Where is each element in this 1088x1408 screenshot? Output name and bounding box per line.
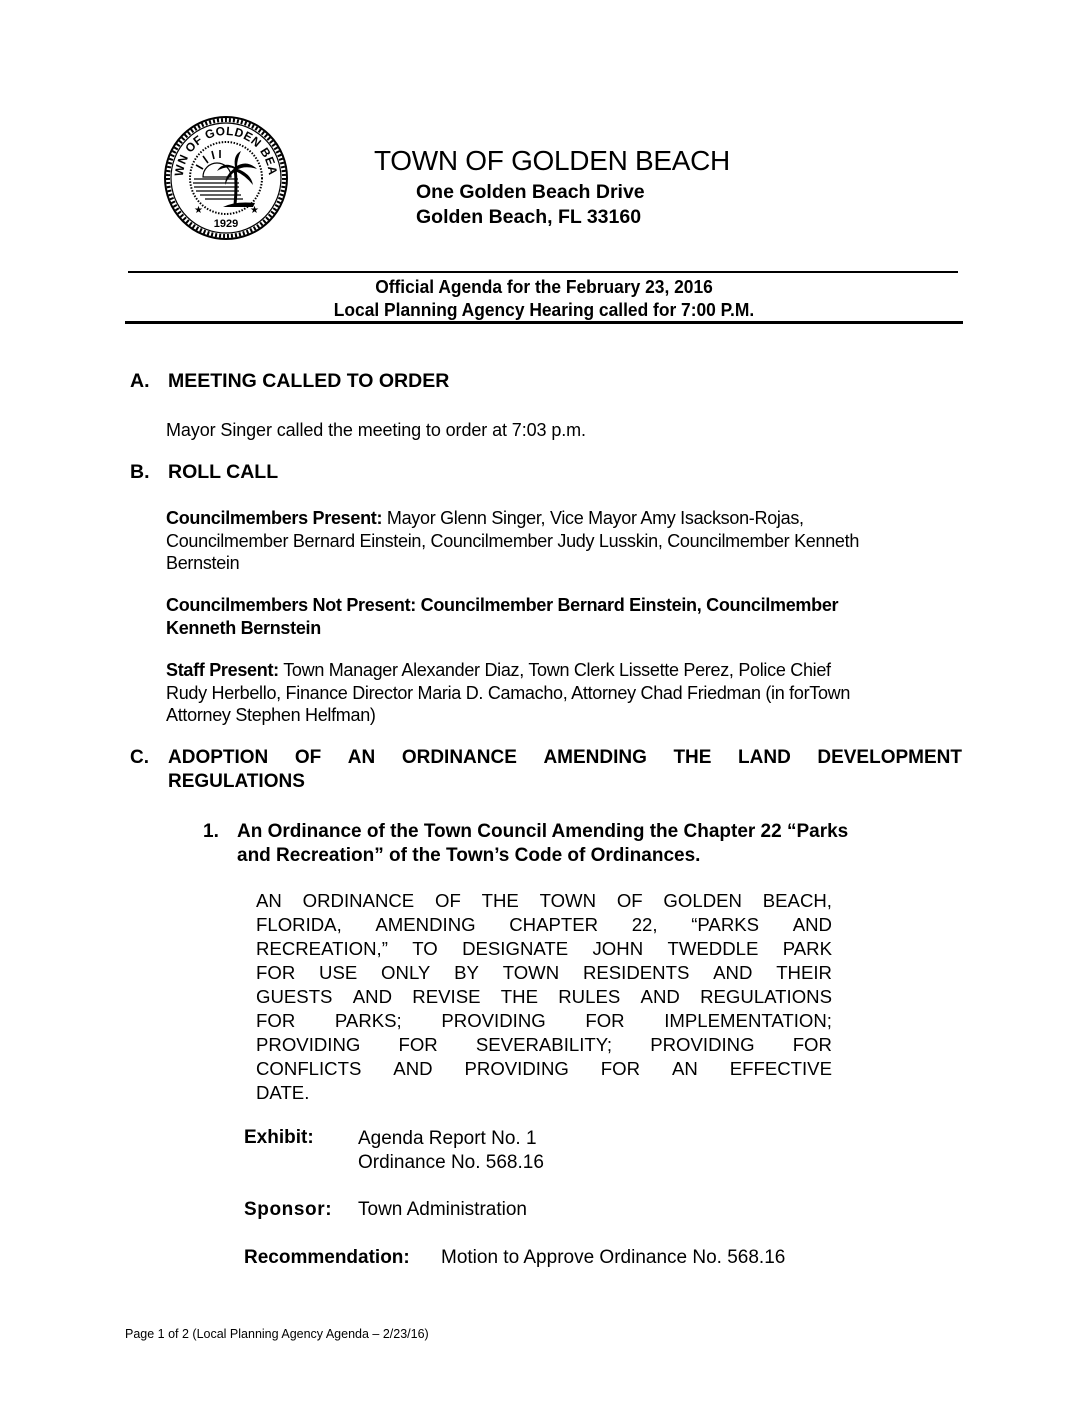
- section-title: ROLL CALL: [168, 461, 279, 483]
- sponsor-label: Sponsor:: [244, 1199, 333, 1220]
- town-seal-logo: [163, 115, 289, 241]
- address-line-2: Golden Beach, FL 33160: [416, 206, 642, 228]
- ordinance-word: PARK: [782, 938, 832, 959]
- ordinance-word: GUESTS: [256, 986, 333, 1007]
- section-title-line-2: REGULATIONS: [168, 771, 305, 792]
- ordinance-word: TOWN: [502, 962, 560, 983]
- ordinance-line: [256, 937, 832, 961]
- staff-names-line-3: Attorney Stephen Helfman): [166, 705, 376, 725]
- ordinance-word: BY: [454, 962, 479, 983]
- ordinance-word: AN: [671, 1058, 698, 1079]
- ordinance-word: FOR: [398, 1034, 438, 1055]
- exhibit-item: Agenda Report No. 1: [358, 1128, 537, 1149]
- section-b-heading: [130, 461, 278, 484]
- staff-present: [166, 659, 966, 727]
- section-a-heading: [130, 370, 449, 393]
- present-label: Councilmembers Present:: [166, 508, 383, 528]
- ordinance-word: OF: [616, 890, 643, 911]
- ordinance-word: AN: [256, 890, 282, 911]
- ordinance-word: BEACH,: [762, 890, 832, 911]
- section-title-word: AN: [347, 747, 376, 768]
- ordinance-word: FOR: [585, 1010, 625, 1031]
- ordinance-word: REGULATIONS: [700, 986, 832, 1007]
- exhibit-label: Exhibit:: [244, 1127, 314, 1148]
- ordinance-word: TO: [412, 938, 438, 959]
- staff-names-line-2: Rudy Herbello, Finance Director Maria D. Camacho, Attorney Chad Friedman (in forTown: [166, 682, 851, 703]
- section-letter: C.: [130, 747, 149, 768]
- section-title: MEETING CALLED TO ORDER: [168, 370, 450, 392]
- recommendation-value: Motion to Approve Ordinance No. 568.16: [441, 1247, 786, 1268]
- town-address: [416, 180, 645, 230]
- item-number: 1.: [203, 821, 219, 842]
- ordinance-word: EFFECTIVE: [729, 1058, 832, 1079]
- ordinance-word: PROVIDING: [464, 1058, 569, 1079]
- ordinance-word: “PARKS: [691, 914, 760, 935]
- ordinance-word: IMPLEMENTATION;: [664, 1010, 832, 1031]
- section-a-body: Mayor Singer called the meeting to order at 7:03 p.m.: [166, 420, 586, 440]
- town-seal-graphic: [163, 115, 289, 241]
- svg-text:TOWN OF GOLDEN BEACH: WN OF GOLDEN BEA: [171, 123, 281, 178]
- section-title-word: DEVELOPMENT: [817, 747, 962, 768]
- item-title-line-1: An Ordinance of the Town Council Amending the Chapter 22 “Parks: [237, 821, 849, 842]
- svg-text:★: ★: [250, 205, 259, 216]
- section-letter: A.: [130, 370, 150, 392]
- exhibit-item: Ordinance No. 568.16: [358, 1152, 544, 1173]
- ordinance-word: CHAPTER: [509, 914, 599, 935]
- ordinance-word: CONFLICTS: [256, 1058, 362, 1079]
- councilmembers-present: [166, 507, 966, 575]
- ordinance-word: DESIGNATE: [462, 938, 569, 959]
- ordinance-word: FOR: [600, 1058, 641, 1079]
- ordinance-word: DATE.: [256, 1082, 310, 1103]
- page-footer: Page 1 of 2 (Local Planning Agency Agenda – 2/23/16): [125, 1327, 429, 1341]
- sponsor-value: Town Administration: [358, 1199, 527, 1220]
- ordinance-word: PROVIDING: [441, 1010, 546, 1031]
- ordinance-line: [256, 889, 832, 913]
- ordinance-word: ORDINANCE: [302, 890, 415, 911]
- agenda-title-line-2: Local Planning Agency Hearing called for 7:00 P.M.: [333, 299, 755, 320]
- ordinance-line: [256, 961, 832, 985]
- councilmembers-not-present: [166, 594, 966, 639]
- svg-text:★: ★: [194, 205, 203, 216]
- not-present-line-2: Kenneth Bernstein: [166, 617, 321, 638]
- ordinance-word: JOHN: [592, 938, 644, 959]
- header-divider-thin: [128, 271, 958, 273]
- section-title-word: OF: [294, 747, 322, 768]
- ordinance-word: PARKS;: [334, 1010, 402, 1031]
- ordinance-word: AND: [352, 986, 393, 1007]
- agenda-item-1-title: [203, 820, 963, 868]
- item-title-line-2: and Recreation” of the Town’s Code of Ordinances.: [237, 845, 701, 866]
- ordinance-line: [256, 1009, 832, 1033]
- not-present-line-1: Councilmembers Not Present: Councilmember Bernard Einstein, Councilmember: [166, 595, 839, 615]
- ordinance-word: RESIDENTS: [582, 962, 690, 983]
- agenda-title-line-1: Official Agenda for the February 23, 2016: [375, 276, 713, 297]
- ordinance-word: FLORIDA,: [256, 914, 342, 935]
- header-divider-thick: [125, 321, 963, 324]
- ordinance-word: AND: [640, 986, 680, 1007]
- present-names-line-2: Councilmember Bernard Einstein, Councilmember Judy Lusskin, Councilmember Kenneth: [166, 530, 860, 551]
- ordinance-word: RULES: [558, 986, 621, 1007]
- recommendation-label: Recommendation:: [244, 1247, 410, 1268]
- town-name-heading: TOWN OF GOLDEN BEACH: [374, 145, 730, 176]
- ordinance-line: [256, 985, 832, 1009]
- section-title-word: ADOPTION: [168, 747, 269, 768]
- ordinance-line: [256, 1033, 832, 1057]
- ordinance-word: USE: [319, 962, 358, 983]
- ordinance-word: FOR: [792, 1034, 832, 1055]
- ordinance-word: AND: [713, 962, 753, 983]
- ordinance-word: SEVERABILITY;: [475, 1034, 613, 1055]
- ordinance-word: AMENDING: [375, 914, 476, 935]
- ordinance-word: RECREATION,”: [256, 938, 388, 959]
- ordinance-word: TWEDDLE: [667, 938, 759, 959]
- staff-label: Staff Present:: [166, 660, 279, 680]
- ordinance-word: THE: [500, 986, 538, 1007]
- ordinance-word: TOWN: [539, 890, 597, 911]
- agenda-title: [150, 275, 938, 321]
- address-line-1: One Golden Beach Drive: [416, 181, 645, 203]
- ordinance-word: AND: [792, 914, 832, 935]
- section-title-word: LAND: [738, 747, 791, 768]
- staff-names: Town Manager Alexander Diaz, Town Clerk Lissette Perez, Police Chief: [283, 660, 831, 680]
- section-title-word: AMENDING: [543, 747, 647, 768]
- ordinance-text: [256, 889, 832, 1105]
- ordinance-word: ONLY: [381, 962, 431, 983]
- svg-text:1929: 1929: [213, 218, 239, 230]
- section-title-word: ORDINANCE: [401, 747, 517, 768]
- ordinance-word: THE: [481, 890, 519, 911]
- exhibit-list: [358, 1127, 544, 1175]
- section-letter: B.: [130, 461, 150, 483]
- section-title-word: THE: [673, 747, 712, 768]
- present-names-line-3: Bernstein: [166, 553, 240, 573]
- ordinance-word: OF: [434, 890, 461, 911]
- ordinance-word: REVISE: [412, 986, 481, 1007]
- present-names: Mayor Glenn Singer, Vice Mayor Amy Isackson-Rojas,: [386, 508, 804, 528]
- ordinance-word: PROVIDING: [256, 1034, 361, 1055]
- ordinance-word: THEIR: [776, 962, 832, 983]
- ordinance-word: FOR: [256, 1010, 296, 1031]
- ordinance-line: [256, 913, 832, 937]
- ordinance-word: PROVIDING: [650, 1034, 755, 1055]
- ordinance-line: [256, 1081, 832, 1105]
- ordinance-line: [256, 1057, 832, 1081]
- section-c-heading: [130, 746, 962, 794]
- ordinance-word: AND: [393, 1058, 433, 1079]
- ordinance-word: GOLDEN: [663, 890, 742, 911]
- ordinance-word: FOR: [256, 962, 296, 983]
- ordinance-word: 22,: [631, 914, 658, 935]
